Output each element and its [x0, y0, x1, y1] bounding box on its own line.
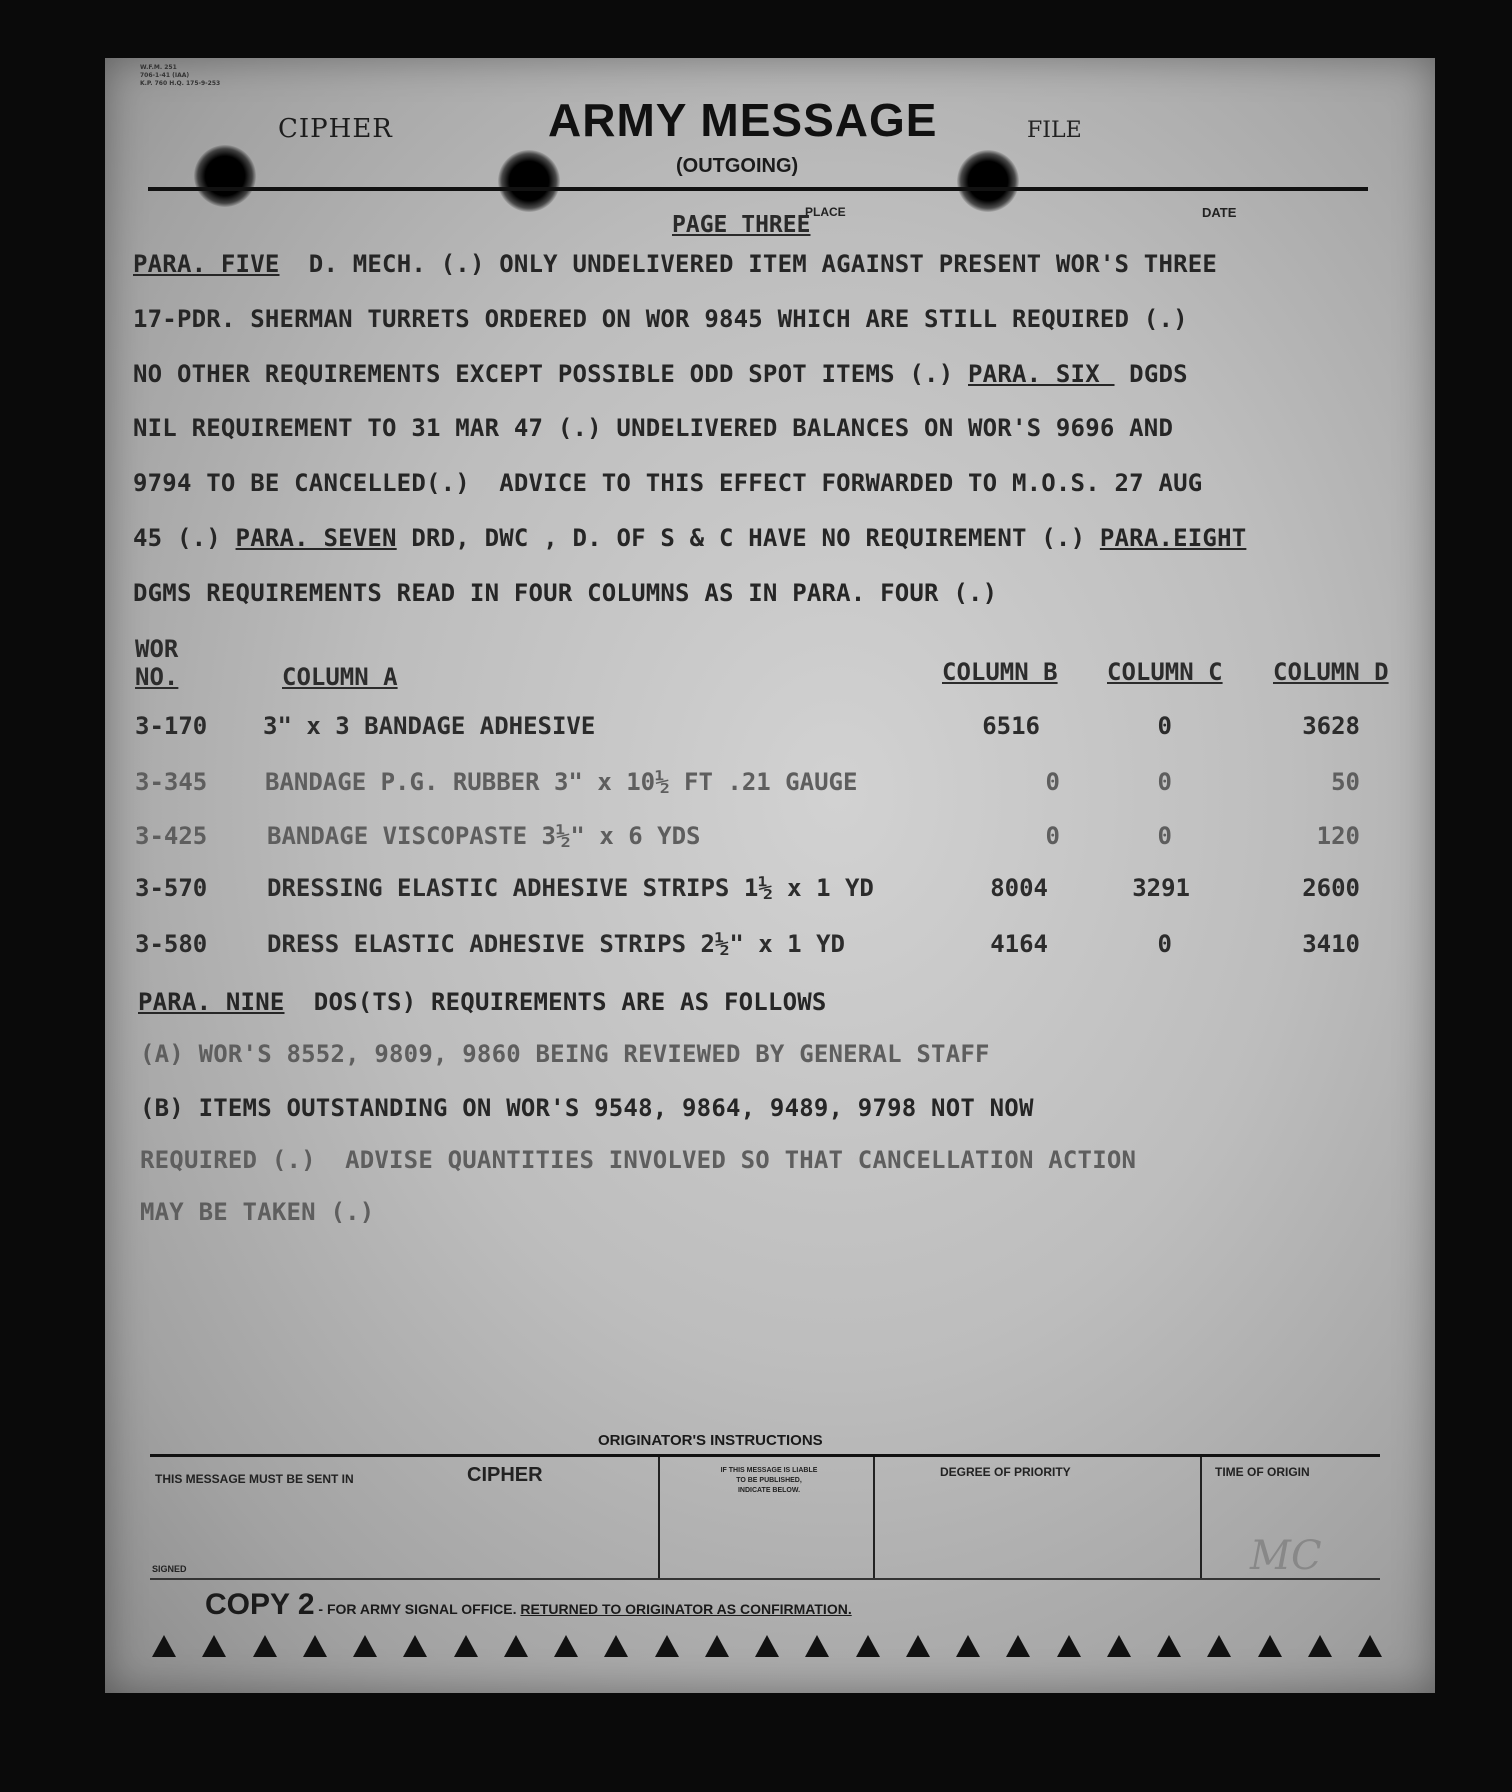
body-line-7: [133, 579, 997, 607]
punch-hole-middle: [498, 150, 560, 212]
body-line-3-tail: DGDS: [1114, 360, 1188, 388]
body-line-4-text: NIL REQUIREMENT TO 31 MAR 47 (.) UNDELIVERED BALANCES ON WOR'S 9696 AND: [133, 414, 1174, 442]
box-divider-3: [1200, 1457, 1202, 1580]
triangle-border: [152, 1635, 1382, 1665]
row-col-b: 4164: [990, 930, 1048, 958]
row-item: BANDAGE VISCOPASTE 3½" x 6 YDS: [267, 822, 701, 850]
row-col-d: 3628: [1302, 712, 1360, 740]
triangle-icon: [253, 1635, 277, 1657]
signed-label: SIGNED: [152, 1564, 187, 1574]
triangle-icon: [805, 1635, 829, 1657]
row-wor: 3-425: [135, 822, 208, 850]
place-label: PLACE: [805, 205, 846, 219]
para-seven-label: PARA. SEVEN: [235, 524, 397, 552]
priority-label: DEGREE OF PRIORITY: [940, 1465, 1071, 1479]
para-nine-line: [138, 988, 827, 1016]
triangle-icon: [554, 1635, 578, 1657]
copy-note: - FOR ARMY SIGNAL OFFICE.: [314, 1601, 521, 1617]
row-col-b: 8004: [990, 874, 1048, 902]
para-nine-label: PARA. NINE: [138, 988, 285, 1016]
row-col-c: 0: [1157, 822, 1172, 850]
triangle-icon: [1207, 1635, 1231, 1657]
body-line-3-text: NO OTHER REQUIREMENTS EXCEPT POSSIBLE ODD SPOT ITEMS (.): [133, 360, 969, 388]
row-col-d: 3410: [1302, 930, 1360, 958]
triangle-icon: [353, 1635, 377, 1657]
triangle-icon: [1358, 1635, 1382, 1657]
row-item: 3" x 3 BANDAGE ADHESIVE: [263, 712, 596, 740]
triangle-icon: [856, 1635, 880, 1657]
para-nine-a: (A) WOR'S 8552, 9809, 9860 BEING REVIEWED BY GENERAL STAFF: [140, 1040, 990, 1068]
header-column-b: COLUMN B: [942, 658, 1058, 686]
copy-label: COPY: [205, 1588, 290, 1621]
row-col-d: 2600: [1302, 874, 1360, 902]
row-col-d: 120: [1316, 822, 1360, 850]
triangle-icon: [202, 1635, 226, 1657]
triangle-icon: [1258, 1635, 1282, 1657]
row-col-c: 0: [1157, 712, 1172, 740]
copy-number: 2: [297, 1588, 315, 1621]
row-col-c: 3291: [1132, 874, 1190, 902]
triangle-icon: [1157, 1635, 1181, 1657]
triangle-icon: [1057, 1635, 1081, 1657]
copy-note-underlined: RETURNED TO ORIGINATOR AS CONFIRMATION.: [520, 1601, 852, 1617]
para-nine-b3: MAY BE TAKEN (.): [140, 1198, 375, 1226]
triangle-icon: [152, 1635, 176, 1657]
row-col-b: 0: [1045, 822, 1060, 850]
row-wor: 3-580: [135, 930, 208, 958]
triangle-icon: [1308, 1635, 1332, 1657]
header-rule: [148, 187, 1368, 191]
form-code-1: W.F.M. 251: [140, 64, 177, 71]
triangle-icon: [705, 1635, 729, 1657]
publish-notice-line-3: INDICATE BELOW.: [737, 1487, 801, 1494]
body-line-5: [133, 469, 1202, 497]
cipher-stamp: CIPHER: [278, 114, 393, 144]
body-line-2: [133, 305, 1188, 333]
body-line-1-text: D. MECH. (.) ONLY UNDELIVERED ITEM AGAINST PRESENT WOR'S THREE: [279, 250, 1218, 278]
form-code-2: 706-1-41 (IAA): [140, 72, 190, 79]
box-divider-1: [658, 1457, 660, 1580]
row-item: DRESSING ELASTIC ADHESIVE STRIPS 1½ x 1 YD: [267, 874, 874, 902]
body-line-4: [133, 414, 1173, 442]
triangle-icon: [1006, 1635, 1030, 1657]
header-column-c: COLUMN C: [1107, 658, 1223, 686]
body-line-6: [133, 524, 1246, 552]
header-column-a: COLUMN A: [282, 663, 398, 691]
body-line-5-text: 9794 TO BE CANCELLED(.) ADVICE TO THIS EFFECT FORWARDED TO M.O.S. 27 AUG: [133, 469, 1203, 497]
punch-hole-left: [194, 145, 256, 207]
page-subtitle: (OUTGOING): [676, 155, 799, 177]
sent-in-value: CIPHER: [467, 1464, 543, 1486]
date-label: DATE: [1202, 205, 1237, 220]
page-number: PAGE THREE: [672, 212, 811, 238]
row-wor: 3-170: [135, 712, 208, 740]
row-col-b: 6516: [982, 712, 1040, 740]
originator-instructions-title: ORIGINATOR'S INSTRUCTIONS: [598, 1432, 823, 1449]
para-nine-b1: (B) ITEMS OUTSTANDING ON WOR'S 9548, 9864, 9489, 9798 NOT NOW: [140, 1094, 1034, 1122]
triangle-icon: [454, 1635, 478, 1657]
sent-in-label: THIS MESSAGE MUST BE SENT IN: [155, 1472, 354, 1486]
row-col-d: 50: [1331, 768, 1360, 796]
triangle-icon: [1107, 1635, 1131, 1657]
file-label: FILE: [1027, 118, 1082, 143]
originator-box-bottom: [150, 1578, 1380, 1580]
body-line-2-text: 17-PDR. SHERMAN TURRETS ORDERED ON WOR 9845 WHICH ARE STILL REQUIRED (.): [133, 305, 1188, 333]
header-no: NO.: [135, 663, 179, 691]
publish-notice-line-1: IF THIS MESSAGE IS LIABLE: [720, 1467, 818, 1474]
body-line-7-text: DGMS REQUIREMENTS READ IN FOUR COLUMNS AS IN PARA. FOUR (.): [133, 579, 998, 607]
para-nine-b2: REQUIRED (.) ADVISE QUANTITIES INVOLVED SO THAT CANCELLATION ACTION: [140, 1146, 1137, 1174]
row-wor: 3-570: [135, 874, 208, 902]
triangle-icon: [604, 1635, 628, 1657]
triangle-icon: [956, 1635, 980, 1657]
header-column-d: COLUMN D: [1273, 658, 1389, 686]
row-item: BANDAGE P.G. RUBBER 3" x 10½ FT .21 GAUGE: [265, 768, 858, 796]
header-wor: WOR: [135, 635, 179, 663]
body-line-6-mid: DRD, DWC , D. OF S & C HAVE NO REQUIREMENT (.): [396, 524, 1100, 552]
body-line-6-text: 45 (.): [133, 524, 236, 552]
copy-line: [205, 1588, 852, 1622]
row-col-c: 0: [1157, 768, 1172, 796]
punch-hole-right: [957, 150, 1019, 212]
para-six-label: PARA. SIX: [968, 360, 1115, 388]
triangle-icon: [403, 1635, 427, 1657]
handwritten-signature: MC: [1250, 1533, 1322, 1579]
box-divider-2: [873, 1457, 875, 1580]
triangle-icon: [504, 1635, 528, 1657]
form-code-3: K.P. 760 H.Q. 175-9-253: [140, 80, 221, 87]
triangle-icon: [303, 1635, 327, 1657]
publish-notice: [674, 1466, 864, 1496]
time-of-origin-label: TIME OF ORIGIN: [1215, 1465, 1310, 1479]
triangle-icon: [755, 1635, 779, 1657]
row-wor: 3-345: [135, 768, 208, 796]
originator-rule: [150, 1454, 1380, 1457]
body-line-3: [133, 360, 1188, 388]
triangle-icon: [906, 1635, 930, 1657]
para-five-label: PARA. FIVE: [133, 250, 280, 278]
para-nine-intro: DOS(TS) REQUIREMENTS ARE AS FOLLOWS: [284, 988, 827, 1016]
row-col-c: 0: [1157, 930, 1172, 958]
publish-notice-line-2: TO BE PUBLISHED,: [736, 1477, 802, 1484]
page-title: ARMY MESSAGE: [548, 94, 938, 146]
para-eight-label: PARA.EIGHT: [1099, 524, 1247, 552]
row-item: DRESS ELASTIC ADHESIVE STRIPS 2½" x 1 YD: [267, 930, 845, 958]
body-line-1: [133, 250, 1217, 278]
row-col-b: 0: [1045, 768, 1060, 796]
triangle-icon: [655, 1635, 679, 1657]
form-codes: [140, 64, 220, 88]
